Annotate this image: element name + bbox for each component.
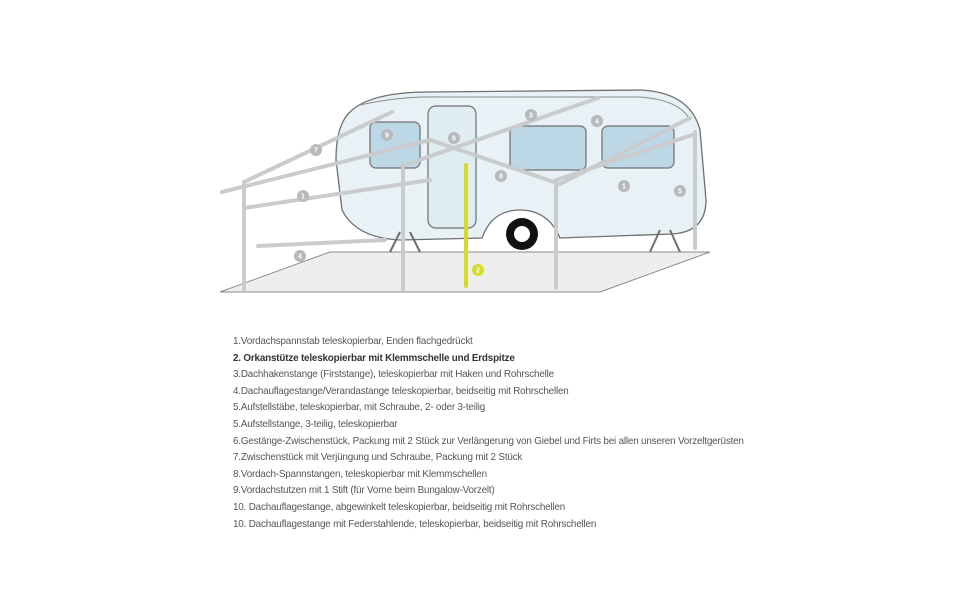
badge-4-lower xyxy=(294,250,306,262)
legend-item: 5.Aufstellstange, 3-teilig, teleskopierbar xyxy=(233,417,398,430)
legend-item: 6.Gestänge-Zwischenstück, Packung mit 2 Stück zur Verlängerung von Giebel und Firts bei allen unseren Vorzeltgerüsten xyxy=(233,434,744,447)
badge-9 xyxy=(381,129,393,141)
svg-text:4: 4 xyxy=(595,118,599,126)
svg-text:6: 6 xyxy=(452,135,456,143)
svg-text:4: 4 xyxy=(298,253,302,261)
veranda-pole xyxy=(258,240,385,246)
svg-text:7: 7 xyxy=(314,147,318,155)
svg-text:8: 8 xyxy=(499,173,503,181)
svg-text:2: 2 xyxy=(476,267,480,275)
caravan-door xyxy=(428,106,476,228)
badge-2 xyxy=(472,264,484,276)
legend-item: 5.Aufstellstäbe, teleskopierbar, mit Schraube, 2- oder 3-teilig xyxy=(233,401,486,414)
legend-item: 10. Dachauflagestange mit Federstahlende, teleskopierbar, beidseitig mit Rohrschellen xyxy=(233,517,597,530)
legend-item: 3.Dachhakenstange (Firststange), teleskopierbar mit Haken und Rohrschelle xyxy=(233,368,554,381)
legend-item: 1.Vordachspannstab teleskopierbar, Enden flachgedrückt xyxy=(233,335,473,347)
svg-text:1: 1 xyxy=(301,193,305,201)
caravan-wheel-hub xyxy=(514,226,530,242)
badge-7 xyxy=(310,144,322,156)
badge-4 xyxy=(591,115,603,127)
legend-item-highlighted: 2. Orkanstütze teleskopierbar mit Klemmschelle und Erdspitze xyxy=(233,351,515,364)
badge-1-right xyxy=(618,180,630,192)
legend-item: 8.Vordach-Spannstangen, teleskopierbar mit Klemmschellen xyxy=(233,467,487,480)
caravan-window-middle xyxy=(510,126,586,170)
svg-text:3: 3 xyxy=(529,112,533,120)
badge-5 xyxy=(674,185,686,197)
badge-6 xyxy=(448,132,460,144)
legend-item: 4.Dachauflagestange/Verandastange teleskopierbar, beidseitig mit Rohrschellen xyxy=(233,384,569,397)
svg-text:9: 9 xyxy=(385,132,389,140)
parts-legend xyxy=(233,333,797,532)
badge-3 xyxy=(525,109,537,121)
badge-1 xyxy=(297,190,309,202)
legend-item: 9.Vordachstutzen mit 1 Stift (für Vorne beim Bungalow-Vorzelt) xyxy=(233,484,495,497)
legend-item: 7.Zwischenstück mit Verjüngung und Schraube, Packung mit 2 Stück xyxy=(233,451,523,464)
svg-text:1: 1 xyxy=(622,183,626,191)
badge-8 xyxy=(495,170,507,182)
legend-item: 10. Dachauflagestange, abgewinkelt teleskopierbar, beidseitig mit Rohrschellen xyxy=(233,500,566,513)
svg-text:5: 5 xyxy=(678,188,682,196)
